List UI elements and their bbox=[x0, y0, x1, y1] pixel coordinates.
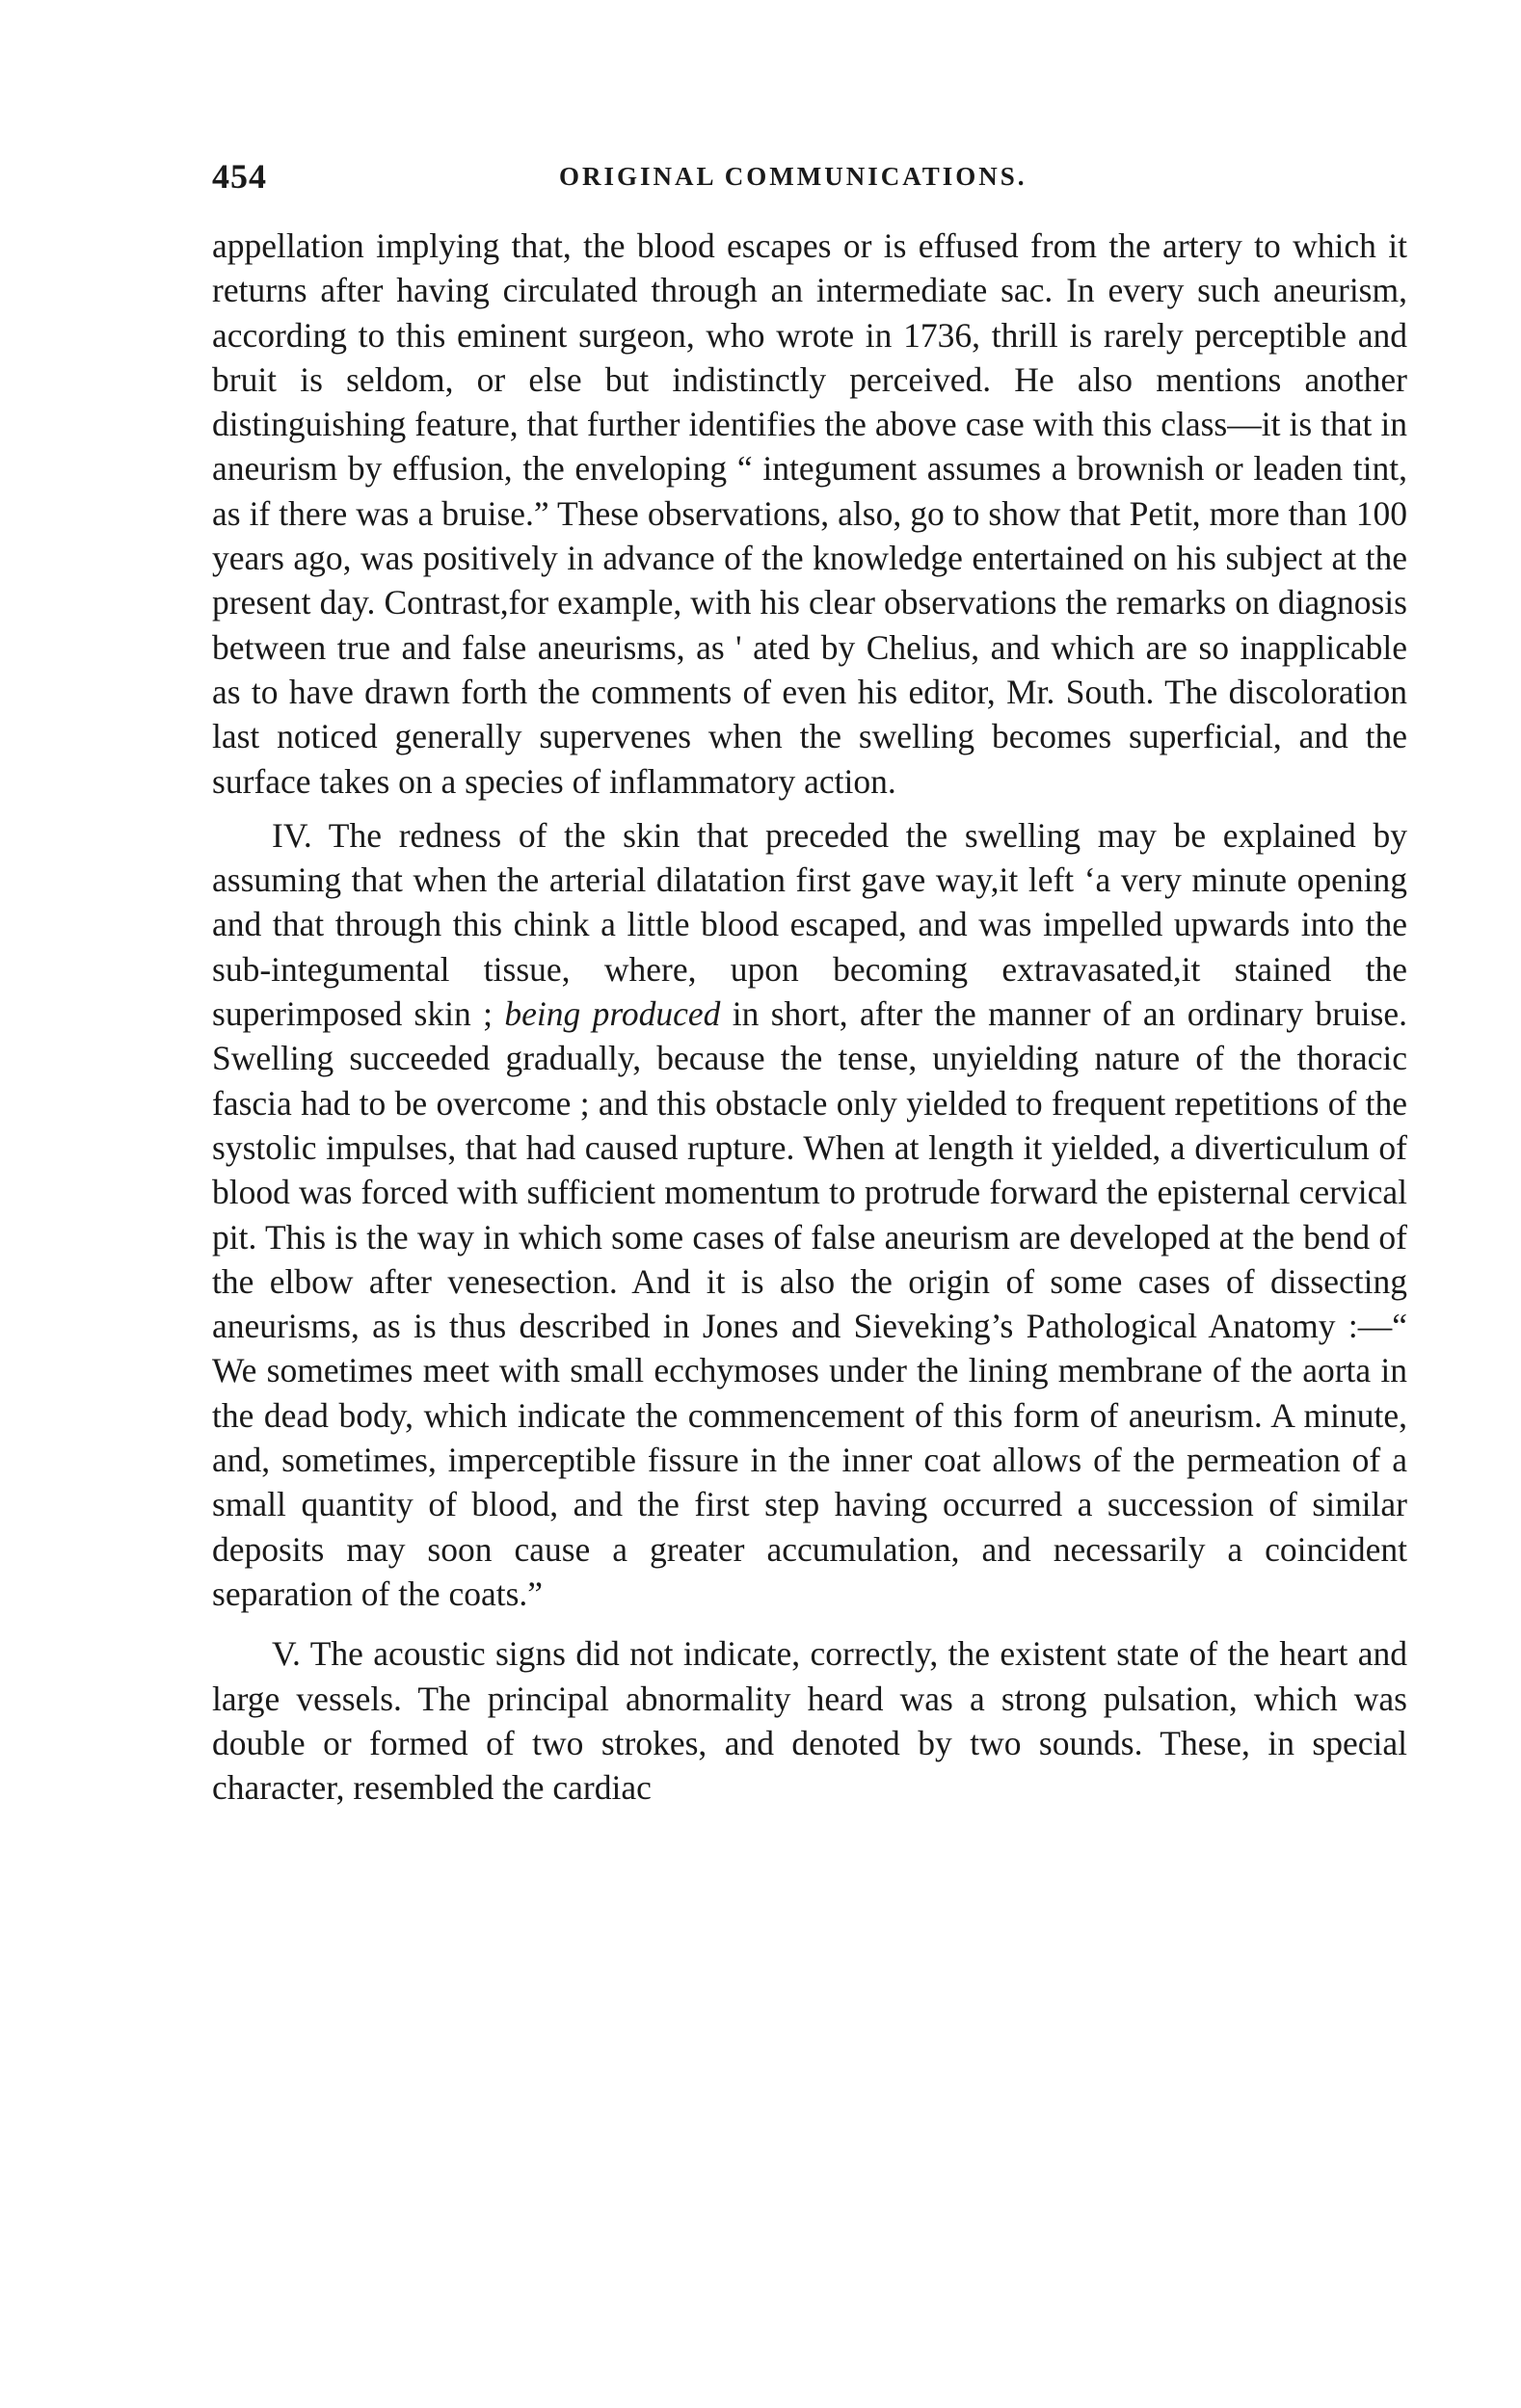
running-title: ORIGINAL COMMUNICATIONS. bbox=[559, 162, 1027, 191]
paragraph-iv-italic: being produced bbox=[504, 994, 721, 1034]
body-text bbox=[212, 224, 1407, 1810]
running-head bbox=[212, 156, 1422, 202]
paragraph-iv bbox=[212, 813, 1407, 1616]
page-number: 454 bbox=[212, 157, 267, 196]
paragraph-v: V. The acoustic signs did not indicate, correctly, the existent state of the heart and large vessels. The principal abnormality heard was a strong pulsation, which was double or formed of two strokes, and denoted by two sounds. These, in special character, resembled the cardiac bbox=[212, 1634, 1407, 1808]
paragraph-continued: appellation implying that, the blood escapes or is effused from the artery to which it returns after having circulated through an intermediate sac. In every such aneurism, according to this eminent surgeon, who wrote in 1736, thrill is rarely perceptible and bruit is seldom, or else but indistinctly perceived. He also mentions another distinguishing feature, that further identifies the above case with this class—it is that in aneurism by effusion, the enveloping “ integument assumes a brownish or leaden tint, as if there was a bruise.” These observations, also, go to show that Petit, more than 100 years ago, was positively in advance of the knowledge entertained on his subject at the present day. Contrast,for example, with his clear observations the remarks on diagnosis between true and false aneurisms, as ' ated by Chelius, and which are so inapplicable as to have drawn forth the comments of even his editor, Mr. South. The discoloration last noticed generally supervenes when the swelling becomes superficial, and the surface takes on a species of inflammatory action. bbox=[212, 226, 1407, 801]
paragraph-iv-part1: IV. The redness of the skin that preceded the swelling may be explained by assuming that when the arterial dilatation first gave way,it left ‘a very minute opening and that through this chink a little blood escaped, and was impelled upwards into the sub-integumental tissue, where, upon becoming extravasated,it stained the superimposed skin ; bbox=[212, 815, 1407, 1034]
paragraph-iv-part2: in short, after the manner of an ordinary bruise. Swelling succeeded gradually, because the tense, unyielding nature of the thoracic fascia had to be overcome ; and this obstacle only yielded to frequent repetitions of the systolic impulses, that had caused rupture. When at length it yielded, a diverticulum of blood was forced with sufficient momentum to protrude forward the episternal cervical pit. This is the way in which some cases of false aneurism are developed at the bend of the elbow after venesection. And it is also the origin of some cases of dissecting aneurisms, as is thus described in Jones and Sieveking’s Pathological Anatomy :—“ We sometimes meet with small ecchymoses under the lining membrane of the aorta in the dead body, which indicate the commencement of this form of aneurism. A minute, and, sometimes, imperceptible fissure in the inner coat allows of the permeation of a small quantity of blood, and the first step having occurred a succession of similar deposits may soon cause a greater accumulation, and necessarily a coincident separation of the coats.” bbox=[212, 994, 1407, 1613]
